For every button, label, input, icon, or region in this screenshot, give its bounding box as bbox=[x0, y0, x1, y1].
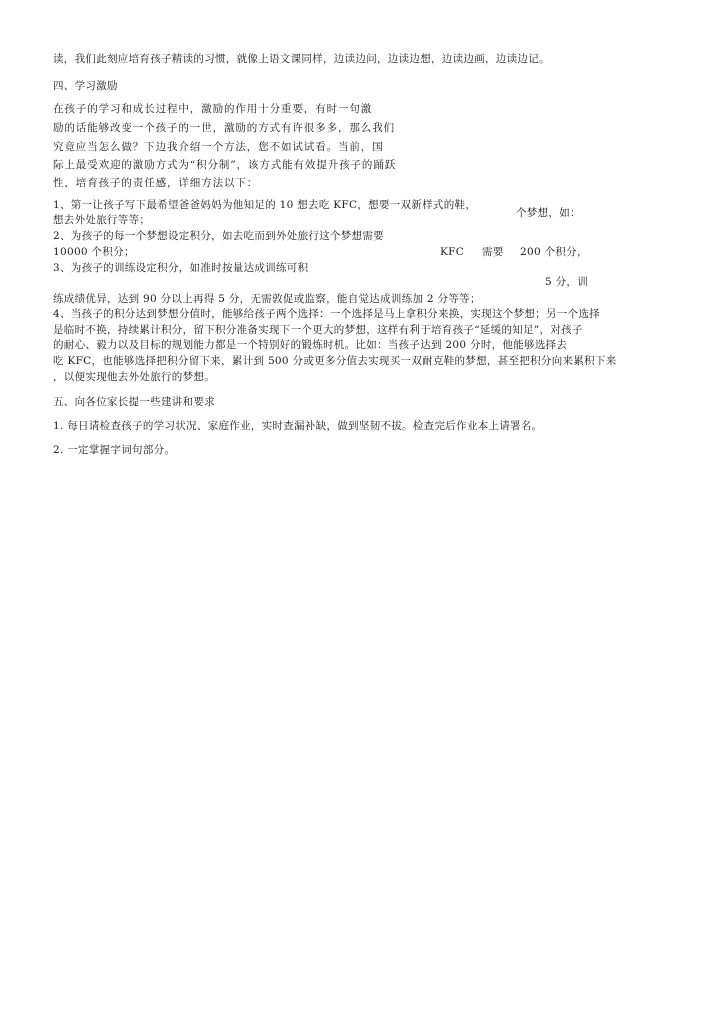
list-item-1-continuation: 想去外处旅行等等； bbox=[53, 214, 151, 226]
list-item-4: 4、当孩子的积分达到梦想分值时，能够给孩子两个选择：一个选择是马上拿积分来换，实现这个梦想；另一个选择 bbox=[53, 308, 600, 320]
list-item-2-fragment: 需要 bbox=[482, 246, 504, 258]
list-item-2-fragment: 200 个积分， bbox=[520, 246, 588, 258]
list-item-4-continuation: 的耐心、毅力以及目标的规划能力都是一个特别好的锻炼时机。比如：当孩子达到 200 分时，他能够选择去 bbox=[53, 339, 568, 351]
list-item-2-continuation: 10000 个积分； bbox=[53, 246, 135, 258]
intro-text: 读，我们此刻应培育孩子精读的习惯，就像上语文课同样，边读边问，边读边想，边读边画，边读边记。 bbox=[53, 53, 550, 65]
list-item-1: 1、第一让孩子写下最希望爸爸妈妈为他知足的 10 想去吃 KFC，想要一双新样式的鞋， bbox=[53, 199, 477, 211]
section-4-paragraph-line: 究竟应当怎么做？下边我介绍一个方法，您不如试试看。当前，国 bbox=[53, 141, 384, 153]
section-5-item-2: 2. 一定掌握字词句部分。 bbox=[53, 444, 176, 456]
section-4-paragraph-line: 际上最受欢迎的激励方式为“积分制”，该方式能有效提升孩子的踊跃 bbox=[53, 159, 397, 171]
list-item-2-fragment: KFC bbox=[440, 246, 465, 258]
section-4-paragraph-line: 在孩子的学习和成长过程中，激励的作用十分重要，有时一句激 bbox=[53, 103, 373, 115]
list-item-3-continuation: 练成绩优异，达到 90 分以上再得 5 分，无需敦促或监察，能自觉达成训练加 2 分等等； bbox=[53, 293, 481, 305]
list-item-4-continuation: 是临时不换，持续累计积分，留下积分准备实现下一个更大的梦想，这样有利于培育孩子“延缓的知足”，对孩子 bbox=[53, 324, 583, 336]
list-item-3-fragment: 5 分，训 bbox=[545, 276, 589, 288]
list-item-2: 2、为孩子的每一个梦想设定积分，如去吃而到外处旅行这个梦想需要 bbox=[53, 230, 384, 242]
list-item-4-continuation: 吃 KFC，也能够选择把积分留下来，累计到 500 分或更多分值去实现买一双耐克鞋的梦想，甚至把积分向来累积下来 bbox=[53, 355, 617, 367]
section-5-heading: 五、向各位家长提一些建讲和要求 bbox=[53, 396, 215, 408]
section-4-heading: 四、学习激励 bbox=[53, 80, 118, 92]
section-4-paragraph-line: 性，培育孩子的责任感，详细方法以下： bbox=[53, 177, 259, 189]
list-item-4-continuation: ，以便实现他去外处旅行的梦想。 bbox=[53, 371, 215, 383]
list-item-3: 3、为孩子的训练设定积分，如准时按量达成训练可积 bbox=[53, 262, 309, 274]
section-4-paragraph-line: 励的话能够改变一个孩子的一世，激励的方式有许很多多，那么我们 bbox=[53, 122, 395, 134]
list-item-1-fragment: 个梦想，如： bbox=[516, 207, 581, 219]
section-5-item-1: 1. 每日请检查孩子的学习状况、家庭作业，实时查漏补缺，做到坚韧不拔。检查完后作业本上请署名。 bbox=[53, 420, 543, 432]
